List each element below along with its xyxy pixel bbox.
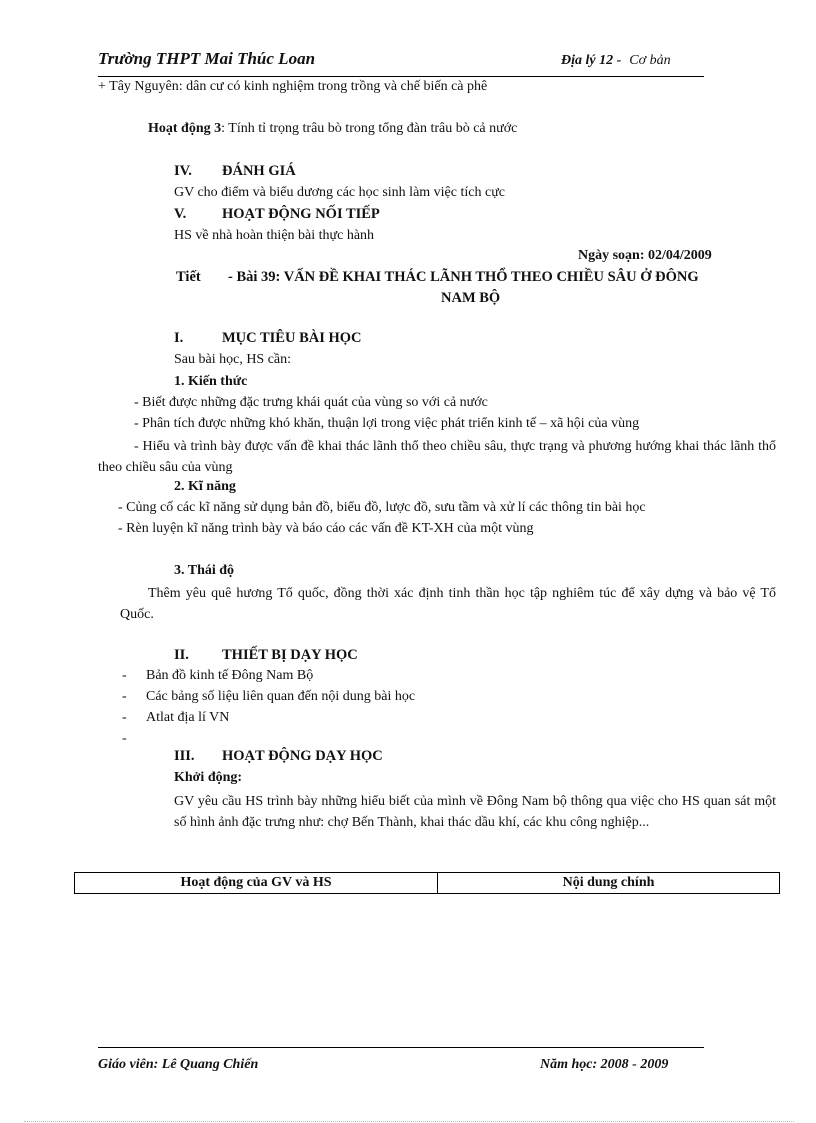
section-4-body: GV cho điểm và biểu dương các học sinh làm việc tích cực [174,185,505,200]
lesson-title-line-1: - Bài 39: VẤN ĐỀ KHAI THÁC LÃNH THỔ THEO CHIỀU SÂU Ở ĐÔNG [228,269,699,285]
section-1-title: MỤC TIÊU BÀI HỌC [222,330,362,346]
section-5-number: V. [174,206,187,222]
skills-item-1: - Củng cố các kĩ năng sử dụng bản đồ, biểu đồ, lược đồ, sưu tầm và xử lí các thông tin bài học [118,500,646,515]
section-1-number: I. [174,330,184,346]
lesson-tiet: Tiết [176,269,201,285]
activity-3-label: Hoạt động 3 [148,121,222,136]
warmup-text: GV yêu cầu HS trình bày những hiểu biết của mình về Đông Nam bộ thông qua việc cho HS quan sát một số hình ảnh đặc trưng như: chợ Bến Thành, khai thác dầu khí, các khu công nghiệp... [174,794,776,830]
equipment-item-2: Các bảng số liệu liên quan đến nội dung bài học [146,689,416,704]
section-3-number: III. [174,748,195,764]
equipment-item-1: Bản đồ kinh tế Đông Nam Bộ [146,668,314,683]
teacher-name: Giáo viên: Lê Quang Chiến [98,1057,259,1072]
knowledge-item-3: - Hiểu và trình bày được vấn đề khai thác lãnh thổ theo chiều sâu, thực trạng và phương hướng khai thác lãnh thổ theo chiều sâu của vùng [98,439,776,475]
warmup-title: Khởi động: [174,770,243,785]
activity-3-text: : Tính tỉ trọng trâu bò trong tổng đàn trâu bò cả nước [221,121,518,136]
table-header-row [75,873,780,894]
school-name: Trường THPT Mai Thúc Loan [98,49,316,68]
activity-table [74,872,780,894]
subject-name: Địa lý 12 - [561,53,622,68]
section-5-body: HS về nhà hoàn thiện bài thực hành [174,228,375,243]
section-4-number: IV. [174,163,192,179]
level-label: Cơ bản [629,53,671,68]
attitude-text: Thêm yêu quê hương Tổ quốc, đồng thời xác định tinh thần học tập nghiêm túc để xây dựng và bảo vệ Tổ Quốc. [120,586,776,622]
section-5-title: HOẠT ĐỘNG NỐI TIẾP [222,206,380,222]
section-3-title: HOẠT ĐỘNG DẠY HỌC [222,748,383,764]
equipment-item-3: Atlat địa lí VN [146,710,230,725]
equipment-dash-3: - [122,710,127,725]
section-2-number: II. [174,647,189,663]
attitude-title: 3. Thái độ [174,563,235,578]
knowledge-title: 1. Kiến thức [174,374,248,389]
skills-item-2: - Rèn luyện kĩ năng trình bày và báo cáo các vấn đề KT-XH của một vùng [118,521,534,536]
subject-label [561,53,671,69]
header-divider [98,76,704,77]
knowledge-item-1: - Biết được những đặc trưng khái quát của vùng so với cả nước [134,395,488,410]
equipment-dash-1: - [122,668,127,683]
section-4-title: ĐÁNH GIÁ [222,163,296,179]
activity-3-line [148,121,517,137]
objectives-intro: Sau bài học, HS cần: [174,352,292,367]
footer-divider [98,1047,704,1048]
page-bottom-dotted-line [24,1121,794,1122]
knowledge-item-2: - Phân tích được những khó khăn, thuận lợi trong việc phát triển kinh tế – xã hội của vùng [134,416,640,431]
table-header-content: Nội dung chính [438,873,780,894]
section-2-title: THIẾT BỊ DẠY HỌC [222,647,358,663]
lesson-title-line-2: NAM BỘ [441,290,501,306]
equipment-dash-2: - [122,689,127,704]
skills-title: 2. Kĩ năng [174,479,236,494]
lesson-date: Ngày soạn: 02/04/2009 [578,248,712,263]
table-header-activities: Hoạt động của GV và HS [75,873,438,894]
tay-nguyen-line: + Tây Nguyên: dân cư có kinh nghiệm trong trồng và chế biến cà phê [98,79,488,94]
school-year: Năm học: 2008 - 2009 [540,1057,669,1072]
equipment-dash-4: - [122,731,127,746]
